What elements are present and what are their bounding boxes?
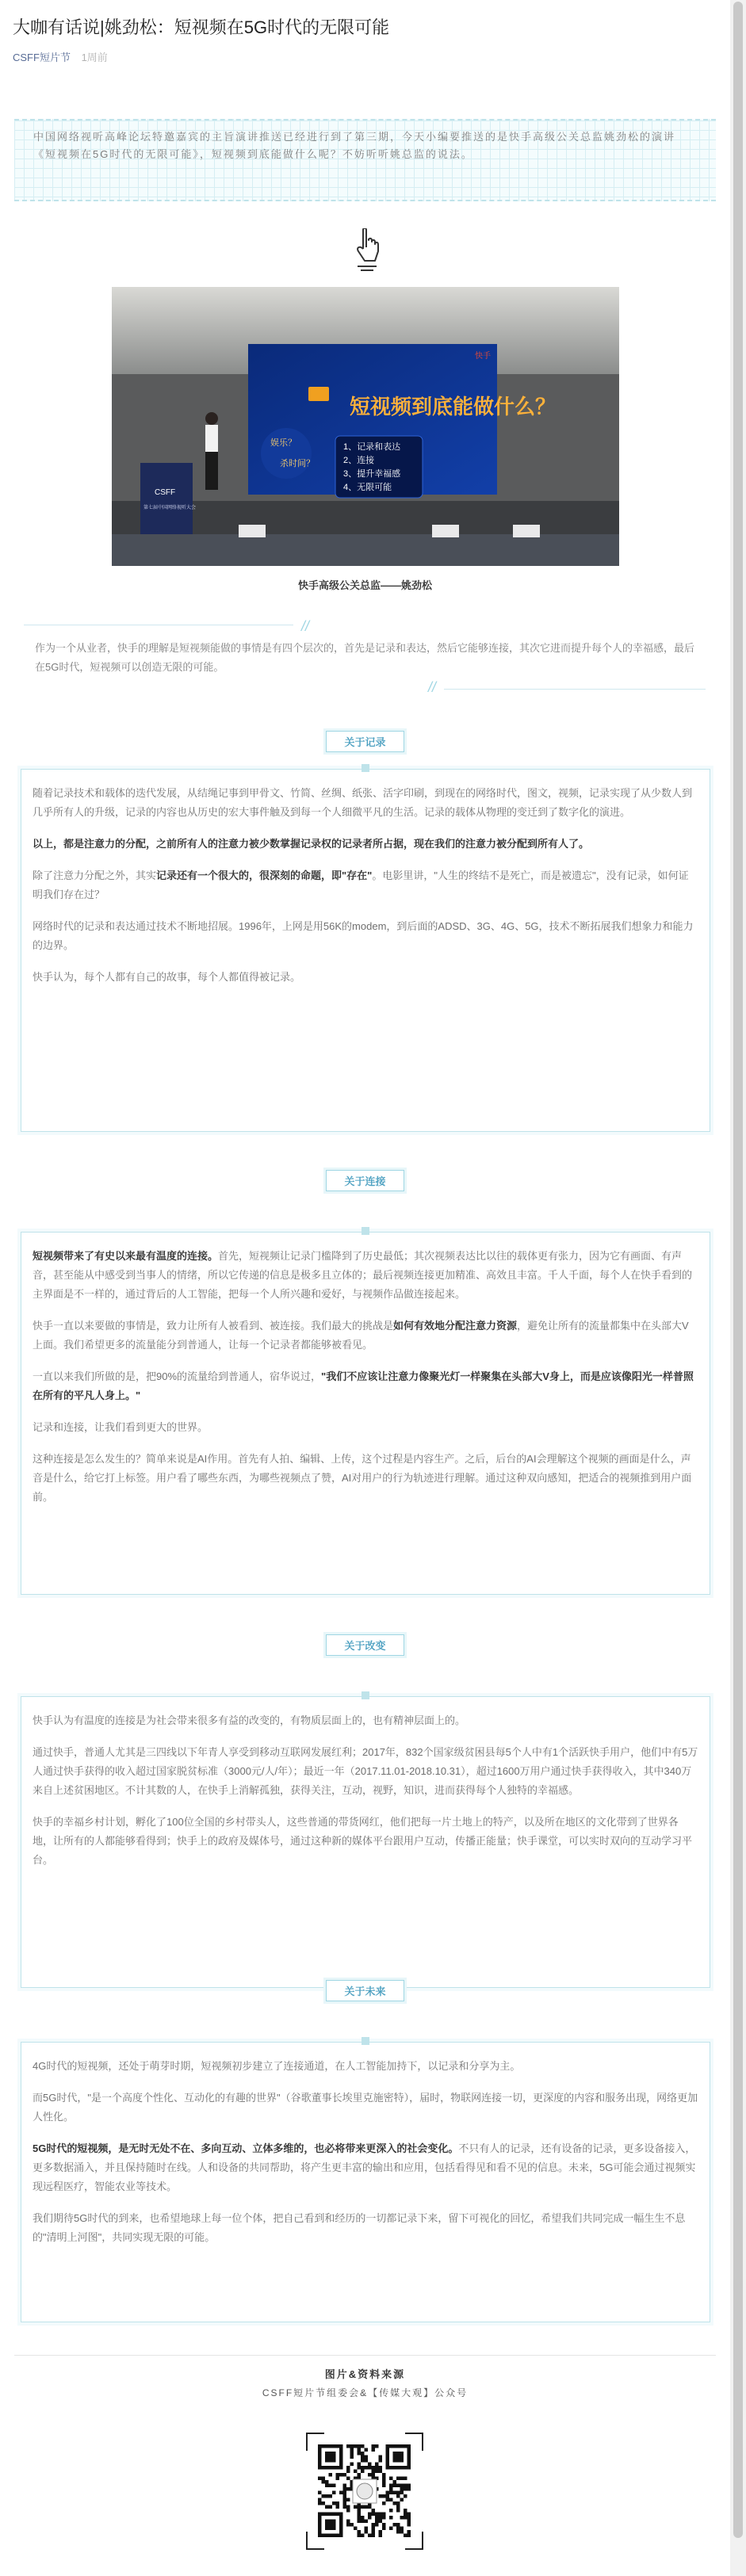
section-paragraph	[33, 2209, 698, 2247]
quote-close-mark: //	[427, 679, 436, 695]
author-link[interactable]: CSFF短片节	[13, 52, 71, 63]
qr-code-block	[305, 2432, 424, 2566]
emphasis-text: 以上，都是注意力的分配，之前所有人的注意力被少数掌握记录权的记录者所占据，现在我们的注意力被分配到所有人了。	[33, 838, 590, 850]
section-paragraph	[33, 2089, 698, 2127]
section-paragraph	[33, 1367, 698, 1405]
section-paragraph	[33, 1317, 698, 1355]
qr-code-icon	[305, 2432, 424, 2551]
section-heading-future: 关于未来	[0, 1980, 730, 2001]
paragraph-text: 随着记录技术和载体的迭代发展，从结绳记事到甲骨文、竹简、丝绸、纸张、活字印刷，到现在的网络时代，图文，视频，记录实现了从少数人到几乎所有人的升级，记录的内容也从历史的宏大事件触及到每一个人细微平凡的生活。记录的载体从物理的变迁到了数字化的演进。	[33, 787, 693, 818]
section-paragraph	[33, 2139, 698, 2196]
pointing-hand-icon	[353, 228, 381, 273]
section-body	[21, 1697, 710, 1897]
section-paragraph	[33, 968, 698, 987]
emphasis-text: 5G时代的短视频，是无时无处不在、多向互动、立体多维的，也必将带来更深入的社会变化。	[33, 2142, 459, 2154]
source-footer	[0, 2366, 730, 2399]
section-body	[21, 2043, 710, 2274]
publish-time: 1周前	[81, 52, 108, 63]
section-paragraph	[33, 1743, 698, 1800]
section-body	[21, 770, 710, 1014]
section-paragraph	[33, 866, 698, 904]
speaker-photo	[112, 287, 619, 566]
screen-left-word-1: 娱乐？	[270, 438, 296, 448]
article-title: 大咖有话说|姚劲松：短视频在5G时代的无限可能	[13, 17, 390, 37]
paragraph-text: 而5G时代，"是一个高度个性化、互动化的有趣的世界"（谷歌董事长埃里克施密特），届时，物联网连接一切，更深度的内容和服务出现，网络更加人性化。	[33, 2092, 698, 2123]
article-meta	[13, 49, 108, 64]
intro-text: 中国网络视听高峰论坛特邀嘉宾的主旨演讲推送已经进行到了第三期，今天小编要推送的是快手高级公关总监姚劲松的演讲《短视频在5G时代的无限可能》，短视频到底能做什么呢？不妨听听姚总监的说法。	[33, 131, 676, 160]
photo-caption: 快手高级公关总监——姚劲松	[297, 579, 432, 591]
source-text: CSFF短片节组委会&【传媒大观】公众号	[262, 2387, 469, 2398]
paragraph-text: 我们期待5G时代的到来，也希望地球上每一位个体，把自己看到和经历的一切都记录下来，留下可视化的回忆，希望我们共同完成一幅生生不息的"清明上河图"，共同实现无限的可能。	[33, 2212, 686, 2243]
page-scrollbar[interactable]	[730, 0, 746, 2576]
screen-list-2: 2、连接	[343, 456, 375, 465]
source-heading: 图片&资料来源	[324, 2368, 406, 2380]
section-card-connect	[21, 1232, 710, 1595]
section-heading-change: 关于改变	[0, 1634, 730, 1656]
section-card-change	[21, 1696, 710, 1988]
section-paragraph	[33, 835, 698, 854]
section-paragraph	[33, 1813, 698, 1870]
paragraph-text: 通过快手，普通人尤其是三四线以下年青人享受到移动互联网发展红利；2017年，832个国家级贫困县每5个人中有1个活跃快手用户，他们中有5万人通过快手获得的收入超过国家脱贫标准（3000元/人/年）；最近一年（2017.11.01-2018.10.31），超过1600万用户通过快手获得收入，其中340万来自上述贫困地区。不计其数的人，在快手上消解孤独，获得关注，互动，视野，知识，进而获得每个人独特的幸福感。	[33, 1746, 698, 1796]
section-paragraph	[33, 2057, 698, 2076]
section-body	[21, 1233, 710, 1534]
screen-left-word-2: 杀时间？	[280, 459, 315, 468]
intro-box	[14, 119, 716, 201]
screen-list-4: 4、无限可能	[343, 483, 392, 492]
quote-open-mark: //	[301, 618, 310, 634]
emphasis-text: 记录还有一个很大的，很深刻的命题，即"存在"	[156, 869, 373, 881]
section-heading-record: 关于记录	[0, 731, 730, 752]
paragraph-text: 4G时代的短视频，还处于萌芽时期，短视频初步建立了连接通道，在人工智能加持下，以记录和分享为主。	[33, 2060, 521, 2072]
card-dot	[362, 764, 369, 772]
paragraph-text: 。电影里讲，"人生的终结不是死亡，而是被遗忘"，没有记录，如何证明我们存在过？	[33, 869, 689, 900]
section-paragraph	[33, 784, 698, 822]
section-card-future	[21, 2042, 710, 2322]
paragraph-text: ，避免让所有的流量都集中在头部大V上面。我们希望更多的流量能分到普通人，让每一个记录者都能够被看见。	[33, 1320, 689, 1351]
section-paragraph	[33, 1711, 698, 1730]
paragraph-text: 快手的幸福乡村计划，孵化了100位全国的乡村带头人，这些普通的带货网红，他们把每一片土地上的特产，以及所在地区的文化带到了世界各地，让所有的人都能够看得到；快手上的政府及媒体号，通过这种新的媒体平台跟用户互动，传播正能量；快手课堂，可以实时双向的互动学习平台。	[33, 1816, 693, 1866]
emphasis-text: 如何有效地分配注意力资源	[393, 1320, 518, 1332]
stage-illustration	[112, 287, 619, 566]
card-dot	[362, 2037, 369, 2045]
quote-block	[24, 618, 706, 696]
screen-title: 短视频到底能做什么？	[350, 395, 557, 419]
card-dot	[362, 1227, 369, 1235]
paragraph-text: 一直以来我们所做的是，把90%的流量给到普通人，宿华说过，	[33, 1370, 322, 1382]
section-paragraph	[33, 1418, 698, 1437]
emphasis-text: 短视频带来了有史以来最有温度的连接。	[33, 1250, 219, 1262]
paragraph-text: 快手一直以来要做的事情是，致力让所有人被看到、被连接。我们最大的挑战是	[33, 1320, 394, 1332]
paragraph-text: 首先，短视频让记录门槛降到了历史最低；其次视频表达比以往的载体更有张力，因为它有画面、有声音，甚至能从中感受到当事人的情绪，所以它传递的信息是极多且立体的；最后视频连接更加精准、高效且丰富。千人千面，每个人在快手看到的主界面是不一样的，通过背后的人工智能，把每一个人所兴趣和爱好，与视频作品做连接起来。	[33, 1250, 693, 1300]
paragraph-text: 这种连接是怎么发生的？简单来说是AI作用。首先有人拍、编辑、上传，这个过程是内容生产。之后，后台的AI会理解这个视频的画面是什么，声音是什么，给它打上标签。用户看了哪些东西，为哪些视频点了赞，AI对用户的行为轨迹进行理解。通过这种双向感知，把适合的视频推到用户面前。	[33, 1453, 692, 1503]
lectern	[140, 463, 193, 542]
svg-text:第七届中国网络视听大会: 第七届中国网络视听大会	[143, 506, 197, 510]
section-card-record	[21, 769, 710, 1132]
svg-text:CSFF: CSFF	[155, 488, 176, 497]
paragraph-text: 记录和连接，让我们看到更大的世界。	[33, 1421, 208, 1433]
quote-text: 作为一个从业者，快手的理解是短视频能做的事情是有四个层次的，首先是记录和表达，然后它能够连接，其次它进而提升每个人的幸福感，最后在5G时代，短视频可以创造无限的可能。	[35, 642, 695, 673]
screen-logo: 快手	[475, 352, 491, 361]
screen-list-3: 3、提升幸福感	[343, 469, 401, 479]
card-dot	[362, 1691, 369, 1699]
screen-list-1: 1、记录和表达	[343, 442, 401, 452]
paragraph-text: 网络时代的记录和表达通过技术不断地招展。1996年，上网是用56K的modem，到后面的ADSD、3G、4G、5G，技术不断拓展我们想象力和能力的边界。	[33, 920, 694, 951]
paragraph-text: 快手认为，每个人都有自己的故事，每个人都值得被记录。	[33, 971, 301, 983]
section-paragraph	[33, 917, 698, 955]
footer-divider	[14, 2355, 716, 2356]
quote-divider-bottom	[444, 689, 706, 690]
section-heading-connect: 关于连接	[0, 1170, 730, 1191]
scrollbar-thumb[interactable]	[733, 2, 743, 2538]
paragraph-text: 不只有人的记录，还有设备的记录，更多设备接入，更多数据涌入，并且保持随时在线。人和设备的共同帮助，将产生更丰富的输出和应用，包括看得见和看不见的信息。未来，5G可能会通过视频实现远程医疗，智能农业等技术。	[33, 2142, 696, 2192]
section-paragraph	[33, 1247, 698, 1304]
paragraph-text: 除了注意力分配之外，其实	[33, 869, 157, 881]
paragraph-text: 快手认为有温度的连接是为社会带来很多有益的改变的，有物质层面上的，也有精神层面上的。	[33, 1714, 466, 1726]
emphasis-text: "我们不应该让注意力像聚光灯一样聚集在头部大V身上，而是应该像阳光一样普照在所有的平凡人身上。"	[33, 1370, 694, 1401]
section-paragraph	[33, 1450, 698, 1507]
